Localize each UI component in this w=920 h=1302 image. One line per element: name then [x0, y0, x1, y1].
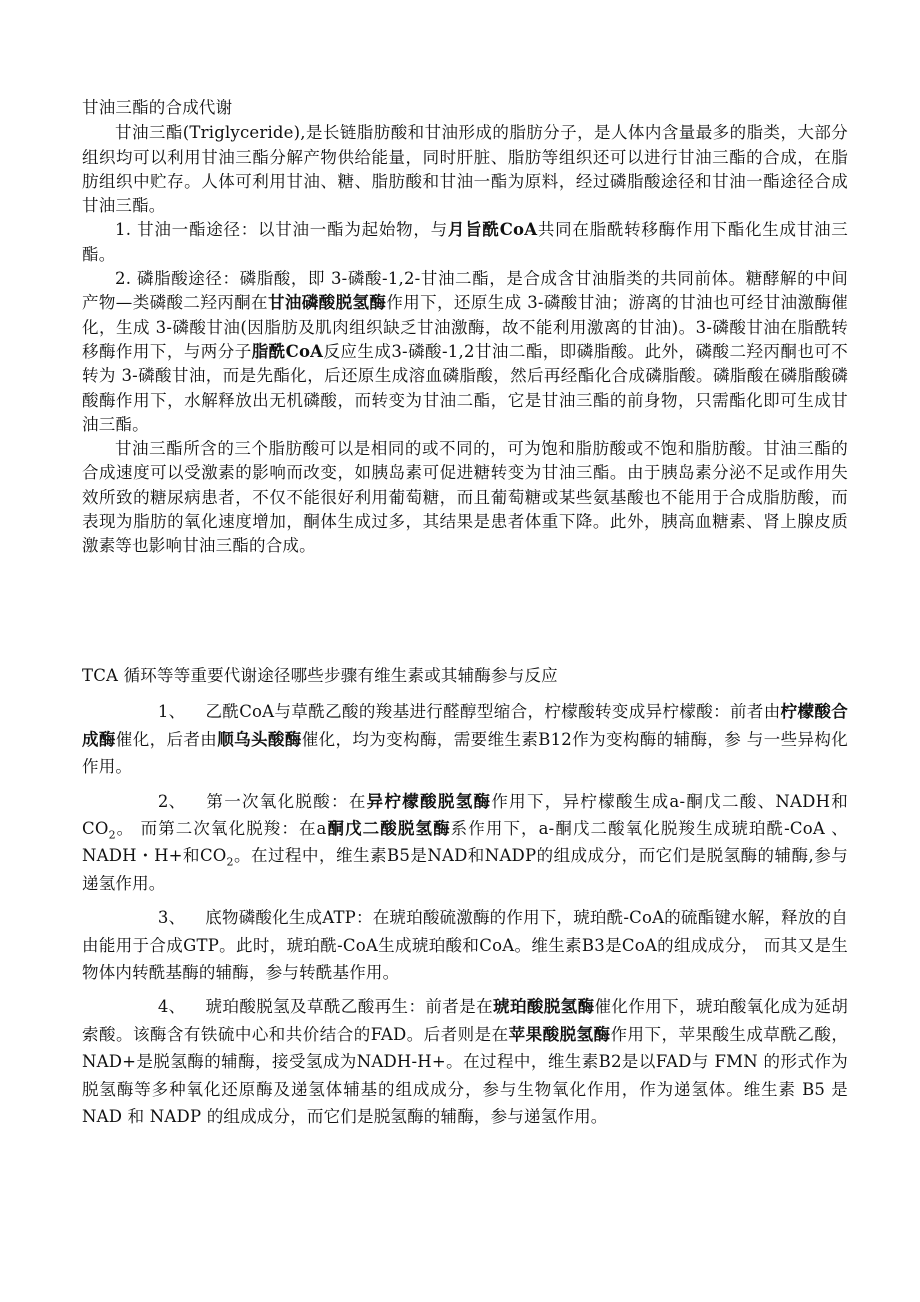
- section-title: TCA 循环等等重要代谢途径哪些步骤有维生素或其辅酶参与反应: [82, 666, 558, 685]
- subscript: 2: [226, 855, 234, 869]
- item-number: 1、: [157, 702, 186, 722]
- item-number: 4、: [157, 997, 186, 1017]
- bold-term: 酮戊二酸脱氢酶: [326, 819, 451, 839]
- paragraph-phosphatidic-acid-pathway: [82, 267, 848, 437]
- text-span: 2. 磷脂酸途径：磷脂酸，即 3-磷酸-1,2-甘油二酯，是合成含甘油脂类的共同前体。糖酵解的中间产物—类磷酸二羟丙酮在: [82, 269, 848, 313]
- item-number: 2、: [157, 791, 186, 811]
- text-span: 。在过程中，维生素B5是NAD和NADP的组成成分，而它们是脱氢酶的辅酶,参与递氢作用。: [82, 846, 848, 893]
- list-item: [82, 993, 848, 1130]
- section-title: 甘油三酯的合成代谢: [82, 98, 233, 117]
- text-span: 作用下，异柠檬酸生成a-酮戊二酸、NADH和CO: [82, 791, 848, 839]
- bold-term: 甘油磷酸脱氢酶: [267, 293, 387, 313]
- paragraph-monoacylglycerol-pathway: [82, 218, 848, 267]
- text-span: 琥珀酸脱氢及草酰乙酸再生：前者是在: [205, 997, 494, 1017]
- bold-term: 琥珀酸脱氢酶: [493, 997, 595, 1017]
- bold-term: 苹果酸脱氢酶: [508, 1024, 611, 1044]
- text-span: 催化，后者由: [115, 729, 218, 749]
- document-body: [82, 96, 849, 1127]
- list-item: [82, 904, 848, 986]
- text-span: 。 而第二次氧化脱羧：在a: [115, 819, 327, 839]
- paragraph-intro: 甘油三酯(Triglyceride),是长链脂肪酸和甘油形成的脂肪分子，是人体内含量最多的脂类，大部分组织均可以利用甘油三酯分解产物供给能量，同时肝脏、脂肪等组织还可以进行甘油三酯的合成，在脂肪组织中贮存。人体可利用甘油、糖、脂肪酸和甘油一酯为原料，经过磷脂酸途径和甘油一酯途径合成甘油三酯。: [82, 123, 848, 216]
- text-span: 催化，均为变构酶，需要维生素B12作为变构酶的辅酶，参 与一些异构化作用。: [82, 729, 848, 777]
- text-span: 系作用下，a-酮戊二酸氧化脱羧生成琥珀酰-CoA 、 NADH・H+和CO: [82, 819, 848, 866]
- bold-term: 异柠檬酸脱氢酶: [366, 791, 492, 811]
- text-span: 第一次氧化脱酸：在: [205, 791, 367, 811]
- text-span: 反应生成3-磷酸-1,2甘油二酯，即磷脂酸。此外，磷酸二羟丙酮也可不转为 3-磷酸甘油，而是先酯化，后还原生成溶血磷脂酸，然后再经酯化合成磷脂酸。磷脂酸在磷脂酸磷酸酶作用下，水解释放出无机磷酸，而转变为甘油二酯，它是甘油三酯的前身物，只需酯化即可生成甘油三酯。: [82, 341, 848, 434]
- section-tca-vitamins: [82, 662, 848, 1138]
- section-triglyceride-synthesis: [82, 96, 848, 559]
- text-span: 共同在脂酰转移酶作用下酯化生成甘油三酯。: [82, 220, 849, 264]
- bold-term: 脂酰CoA: [251, 341, 324, 361]
- text-span: 1. 甘油一酯途径：以甘油一酯为起始物，与: [115, 220, 448, 240]
- list-item: [82, 788, 848, 898]
- text-span: 作用下，还原生成 3-磷酸甘油；游离的甘油也可经甘油激酶催化，生成 3-磷酸甘油(因脂肪及肌肉组织缺乏甘油激酶，故不能利用激离的甘油)。3-磷酸甘油在脂酰转移酶作用下，与两分子: [82, 293, 848, 361]
- item-number: 3、: [157, 908, 186, 928]
- bold-term: 顺乌头酸酶: [217, 729, 302, 749]
- text-span: 催化作用下，琥珀酸氧化成为延胡索酸。该酶含有铁硫中心和共价结合的FAD。后者则是在: [82, 997, 849, 1044]
- list-item: [82, 698, 848, 780]
- text-span: 作用下，苹果酸生成草酰乙酸，NAD+是脱氢酶的辅酶，接受氢成为NADH-H+。在过程中，维生素B2是以FAD与 FMN 的形式作为脱氢酶等多种氧化还原酶及递氢体辅基的组成成分，参与生物氧化作用，作为递氢体。维生素 B5 是 NAD 和 NADP 的组成成分，而它们是脱氢酶的辅酶，参与递氢作用。: [82, 1024, 849, 1127]
- paragraph-regulation: 甘油三酯所含的三个脂肪酸可以是相同的或不同的，可为饱和脂肪酸或不饱和脂肪酸。甘油三酯的合成速度可以受激素的影响而改变，如胰岛素可促进糖转变为甘油三酯。由于胰岛素分泌不足或作用失效所致的糖尿病患者，不仅不能很好利用葡萄糖，而且葡萄糖或某些氨基酸也不能用于合成脂肪酸，而表现为脂肪的氧化速度增加，酮体生成过多，其结果是患者体重下降。此外，胰高血糖素、肾上腺皮质激素等也影响甘油三酯的合成。: [82, 439, 848, 556]
- bold-term: 柠檬酸合成酶: [82, 702, 848, 749]
- bold-term: 月旨酰CoA: [447, 220, 538, 240]
- text-span: 底物磷酸化生成ATP：在琥珀酸硫激酶的作用下，琥珀酰-CoA的硫酯键水解，释放的自由能用于合成GTP。此时，琥珀酰-CoA生成琥珀酸和CoA。维生素B3是CoA的组成成分， 而其又是生物体内转酰基酶的辅酶，参与转酰基作用。: [82, 908, 848, 983]
- text-span: 乙酰CoA与草酰乙酸的羧基进行醛醇型缩合，柠檬酸转变成异柠檬酸：前者由: [205, 702, 781, 722]
- subscript: 2: [108, 828, 116, 842]
